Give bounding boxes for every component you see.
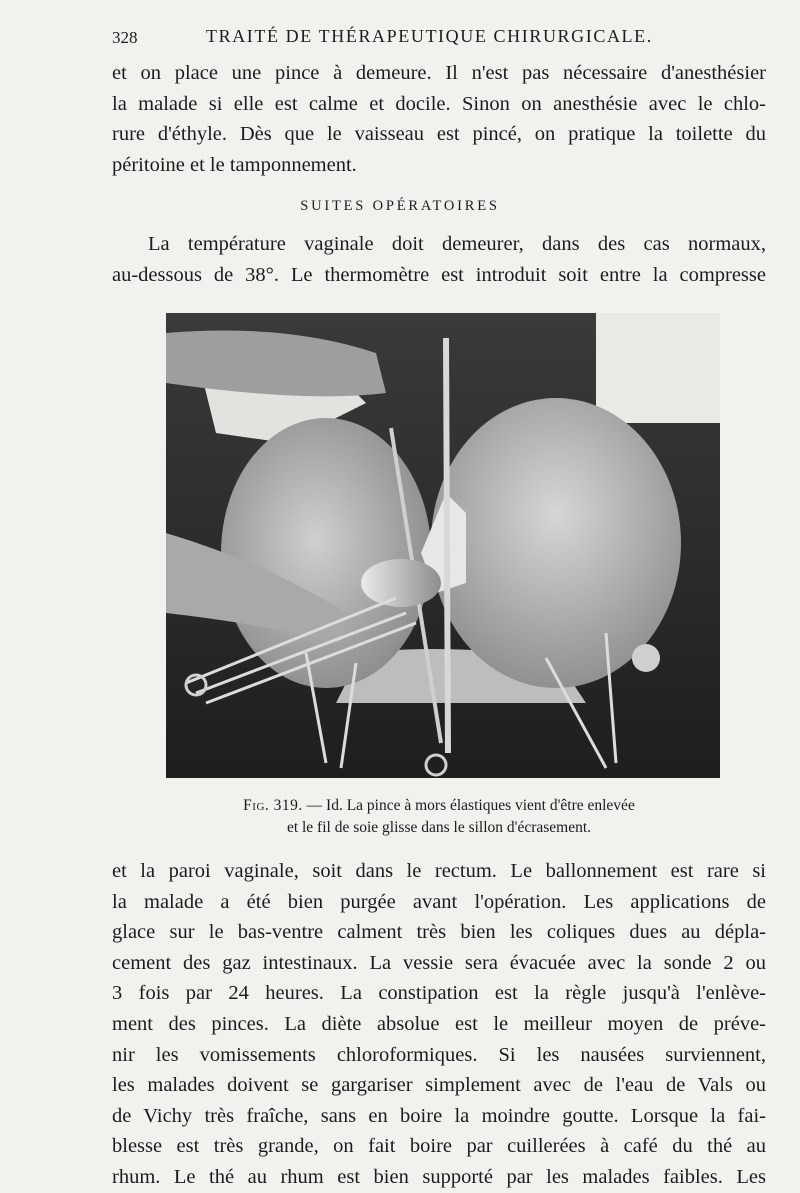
text-line: cement des gaz intestinaux. La vessie sera évacuée avec la sonde 2 ou bbox=[112, 951, 766, 974]
text-line: et on place une pince à demeure. Il n'est pas nécessaire d'anesthésier bbox=[112, 62, 766, 84]
text-line: La température vaginale doit demeurer, dans des cas normaux, bbox=[148, 233, 766, 255]
text-line: la malade si elle est calme et docile. Sinon on anesthésie avec le chlo- bbox=[112, 92, 766, 115]
paragraph-bottom bbox=[112, 856, 766, 1193]
text-line: glace sur le bas-ventre calment très bien les coliques dues au dépla- bbox=[112, 921, 766, 944]
photograph-illustration bbox=[166, 313, 720, 778]
page-number: 328 bbox=[112, 28, 138, 47]
text-line: rhum. Le thé au rhum est bien supporté par les malades faibles. Les bbox=[112, 1165, 766, 1188]
text-line: blesse est très grande, on fait boire par cuillerées à café du thé au bbox=[112, 1135, 766, 1158]
text-line: les malades doivent se gargariser simplement avec de l'eau de Vals ou bbox=[112, 1074, 766, 1097]
text-line: ment des pinces. La diète absolue est le meilleur moyen de préve- bbox=[112, 1012, 766, 1035]
text-line: péritoine et le tamponnement. bbox=[112, 153, 357, 176]
running-header bbox=[112, 24, 672, 54]
text-line: de Vichy très fraîche, sans en boire la moindre goutte. Lorsque la fai- bbox=[112, 1104, 766, 1127]
caption-text: — Id. La pince à mors élastiques vient d'être enlevée bbox=[306, 797, 635, 814]
surgical-photograph bbox=[166, 313, 720, 778]
text-line: 3 fois par 24 heures. La constipation est la règle jusqu'à l'enlève- bbox=[112, 982, 766, 1005]
text-line: nir les vomissements chloroformiques. Si les nausées surviennent, bbox=[112, 1043, 766, 1066]
text-line: et la paroi vaginale, soit dans le rectum. Le ballonnement est rare si bbox=[112, 860, 766, 882]
paragraph-mid bbox=[112, 229, 766, 290]
text-line: la malade a été bien purgée avant l'opération. Les applications de bbox=[112, 890, 766, 913]
figure-caption bbox=[112, 795, 766, 839]
section-heading: SUITES OPÉRATOIRES bbox=[300, 198, 500, 214]
caption-text: et le fil de soie glisse dans le sillon d'écrasement. bbox=[286, 819, 592, 836]
paragraph-top bbox=[112, 58, 766, 180]
running-title: TRAITÉ DE THÉRAPEUTIQUE CHIRURGICALE. bbox=[206, 26, 653, 46]
text-line: rure d'éthyle. Dès que le vaisseau est pincé, on pratique la toilette du bbox=[112, 123, 766, 146]
text-line: au-dessous de 38°. Le thermomètre est introduit soit entre la compresse bbox=[112, 263, 766, 286]
figure-label: Fig. 319. bbox=[243, 797, 303, 814]
